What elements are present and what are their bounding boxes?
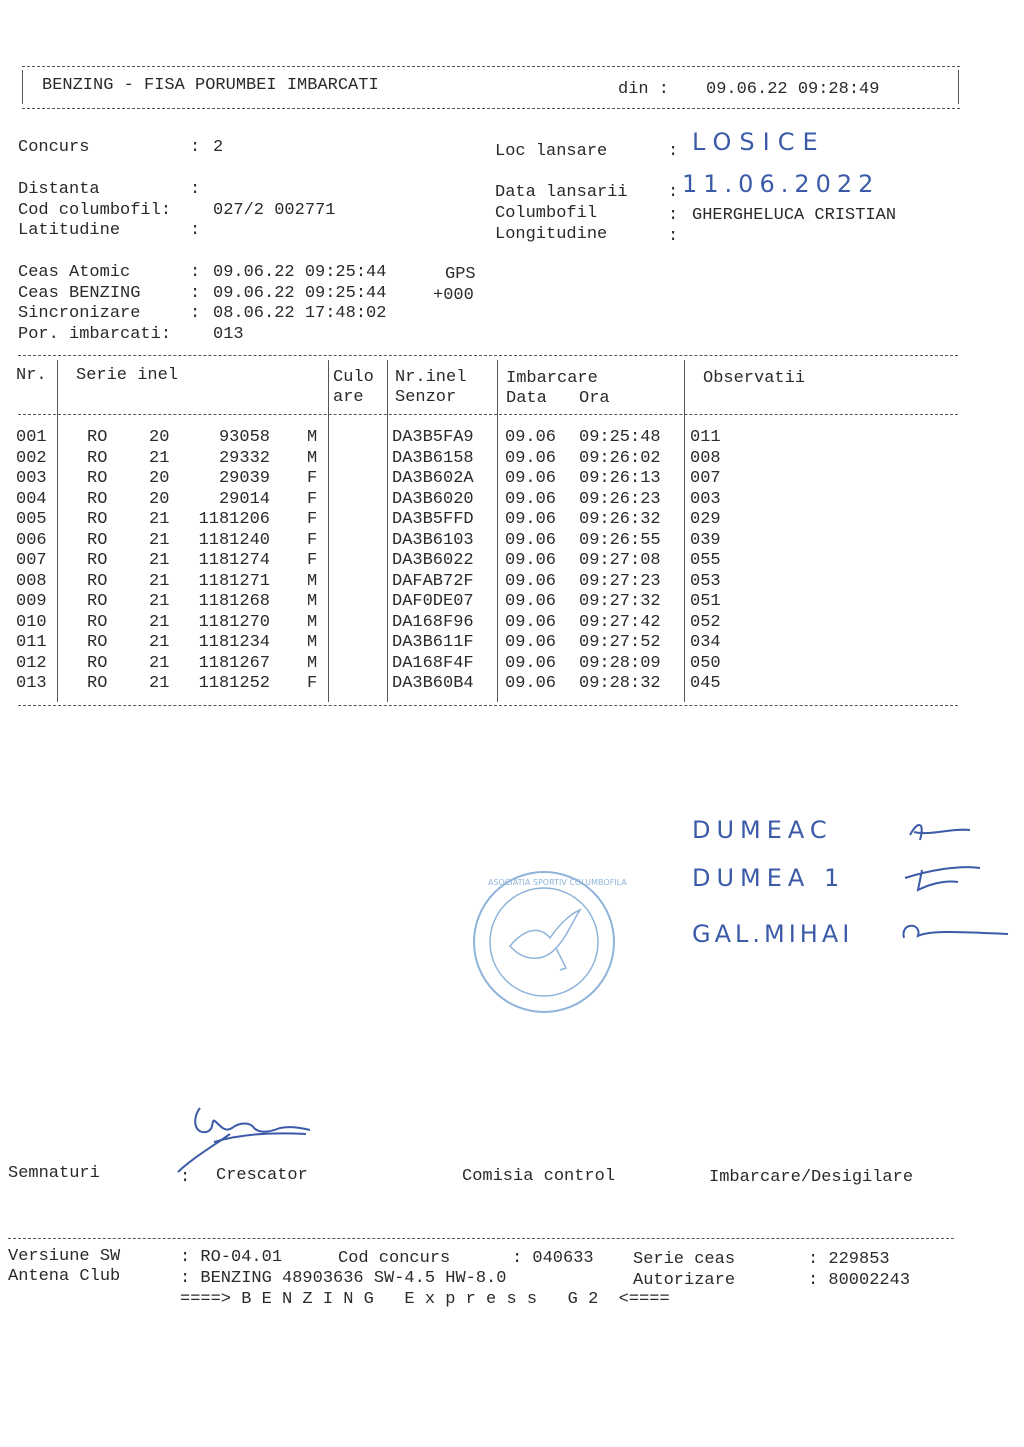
cell-sensor: DA3B611F: [392, 633, 474, 652]
table-row: [0, 674, 960, 694]
cell-sex: M: [307, 428, 318, 447]
cell-nr: 013: [16, 674, 47, 693]
cell-date: 09.06: [505, 571, 557, 591]
cell-sex: F: [307, 530, 318, 550]
cell-nr: 010: [16, 612, 47, 632]
cell-obs: 007: [690, 469, 721, 488]
header-top-border: [22, 66, 960, 67]
concurs-value: 2: [213, 138, 224, 157]
cod-concurs-label: Cod concurs: [338, 1249, 451, 1268]
cell-time: 09:26:32: [579, 510, 661, 529]
cell-sex: F: [307, 510, 318, 529]
cell-year: 21: [149, 633, 170, 652]
cell-nr: 006: [16, 530, 47, 550]
loc-lansare-sep: :: [668, 142, 679, 161]
cell-sensor: DA3B6020: [392, 489, 474, 509]
cell-obs: 008: [690, 448, 721, 468]
report-date-label: din :: [618, 80, 670, 99]
cell-sex: M: [307, 448, 318, 468]
cell-nr: 012: [16, 653, 47, 673]
cell-obs: 034: [690, 633, 721, 652]
cell-ring: 1181271: [198, 571, 270, 591]
cell-year: 21: [149, 612, 170, 632]
cell-year: 21: [149, 653, 170, 673]
cell-sensor: DA3B5FFD: [392, 510, 474, 529]
cell-nr: 004: [16, 489, 47, 509]
cell-sensor: DA3B602A: [392, 469, 474, 488]
cell-country: RO: [87, 633, 108, 652]
cell-year: 21: [149, 551, 170, 570]
cell-ring: 1181240: [198, 530, 270, 550]
header-culoare-2: are: [333, 388, 364, 407]
table-row: [0, 469, 960, 489]
header-nr-inel-2: Senzor: [395, 388, 457, 407]
crescator-label: Crescator: [216, 1166, 308, 1185]
cell-obs: 055: [690, 551, 721, 570]
cell-time: 09:27:32: [579, 592, 661, 611]
table-row: [0, 428, 960, 448]
cell-sex: M: [307, 571, 318, 591]
serie-ceas-label: Serie ceas: [633, 1250, 736, 1269]
antena-club-label: Antena Club: [8, 1267, 121, 1286]
cell-time: 09:26:23: [579, 489, 661, 509]
report-date: 09.06.22 09:28:49: [706, 80, 880, 99]
imbarcare-desigilare-label: Imbarcare/Desigilare: [709, 1168, 914, 1187]
cell-sensor: DA3B60B4: [392, 674, 474, 693]
ceas-atomic-sep: :: [190, 263, 201, 282]
cell-time: 09:27:23: [579, 571, 661, 591]
distanta-label: Distanta: [18, 180, 100, 199]
header-right-border: [958, 70, 959, 104]
cell-sensor: DA3B6022: [392, 551, 474, 570]
cell-sex: M: [307, 612, 318, 632]
cell-date: 09.06: [505, 448, 557, 468]
club-stamp: [470, 868, 627, 1016]
cell-sex: M: [307, 653, 318, 673]
versiune-sw-value: : RO-04.01: [180, 1248, 283, 1267]
cell-date: 09.06: [505, 530, 557, 550]
cell-year: 20: [149, 489, 170, 509]
cell-ring: 1181234: [198, 633, 270, 652]
table-row: [0, 592, 960, 612]
cell-sensor: DAF0DE07: [392, 592, 474, 611]
cell-obs: 039: [690, 530, 721, 550]
cell-sensor: DA3B5FA9: [392, 428, 474, 447]
cell-nr: 005: [16, 510, 47, 529]
cell-time: 09:28:32: [579, 674, 661, 693]
cell-year: 21: [149, 448, 170, 468]
cell-country: RO: [87, 428, 108, 447]
cell-date: 09.06: [505, 653, 557, 673]
cell-ring: 1181274: [198, 551, 270, 570]
cell-ring: 29039: [218, 469, 270, 488]
loc-lansare-label: Loc lansare: [495, 142, 608, 161]
cell-year: 21: [149, 530, 170, 550]
cell-country: RO: [87, 489, 108, 509]
versiune-sw-label: Versiune SW: [8, 1247, 121, 1266]
cell-year: 21: [149, 674, 170, 693]
columbofil-sep: :: [668, 206, 679, 225]
ceas-benzing-label: Ceas BENZING: [18, 284, 141, 303]
table-row: [0, 633, 960, 653]
header-bottom-border: [22, 108, 960, 109]
cell-time: 09:26:55: [579, 530, 661, 550]
report-title: BENZING - FISA PORUMBEI IMBARCATI: [42, 76, 379, 95]
cell-nr: 009: [16, 592, 47, 611]
autorizare-label: Autorizare: [633, 1271, 736, 1290]
stamp-text: ASOCIATIA SPORTIV COLUMBOFILA: [488, 878, 627, 887]
cell-date: 09.06: [505, 551, 557, 570]
cell-country: RO: [87, 469, 108, 488]
cell-time: 09:28:09: [579, 653, 661, 673]
columbofil-value: GHERGHELUCA CRISTIAN: [692, 206, 897, 225]
stamp-graphic: [470, 868, 618, 1016]
table-bottom-border: [18, 705, 958, 706]
cell-sex: F: [307, 551, 318, 570]
cell-country: RO: [87, 674, 108, 693]
cell-date: 09.06: [505, 469, 557, 488]
cell-year: 21: [149, 510, 170, 529]
cell-ring: 1181270: [198, 612, 270, 632]
cell-ring: 1181206: [198, 510, 270, 529]
cell-date: 09.06: [505, 489, 557, 509]
data-lansarii-sep: :: [668, 183, 679, 202]
table-row: [0, 551, 960, 571]
cell-obs: 003: [690, 489, 721, 509]
cell-nr: 002: [16, 448, 47, 468]
cell-ring: 1181268: [198, 592, 270, 611]
cell-time: 09:27:52: [579, 633, 661, 652]
handwritten-name-1: DUMEAC: [692, 816, 833, 844]
header-data: Data: [506, 389, 547, 408]
cell-obs: 045: [690, 674, 721, 693]
ceas-benzing-extra: +000: [433, 286, 474, 305]
cell-obs: 052: [690, 612, 721, 632]
cell-ring: 29332: [218, 448, 270, 468]
cell-sensor: DAFAB72F: [392, 571, 474, 591]
cell-year: 21: [149, 571, 170, 591]
cell-nr: 003: [16, 469, 47, 488]
cell-ring: 93058: [218, 428, 270, 447]
semnaturi-label: Semnaturi: [8, 1164, 100, 1183]
cell-sensor: DA168F96: [392, 612, 474, 632]
cell-year: 20: [149, 428, 170, 447]
cell-nr: 001: [16, 428, 47, 447]
header-serie-inel: Serie inel: [76, 366, 179, 385]
cell-country: RO: [87, 592, 108, 611]
handwritten-initials: [900, 810, 1010, 960]
cell-sex: F: [307, 469, 318, 488]
table-row: [0, 490, 960, 510]
autorizare-value: : 80002243: [808, 1271, 911, 1290]
data-lansarii-value: 11.06.2022: [682, 170, 880, 198]
cell-ring: 1181252: [198, 674, 270, 693]
cell-obs: 011: [690, 428, 721, 447]
header-culoare-1: Culo: [333, 368, 374, 387]
header-observatii: Observatii: [703, 369, 806, 388]
cell-sex: M: [307, 633, 318, 652]
cell-country: RO: [87, 612, 108, 632]
cell-country: RO: [87, 571, 108, 591]
header-nr: Nr.: [16, 366, 47, 385]
cell-date: 09.06: [505, 428, 557, 447]
cell-obs: 050: [690, 653, 721, 673]
cell-date: 09.06: [505, 592, 557, 611]
cell-obs: 053: [690, 571, 721, 591]
por-imbarcati-value: 013: [213, 325, 244, 344]
cell-nr: 011: [16, 633, 47, 652]
table-header-border: [18, 414, 958, 415]
cell-country: RO: [87, 448, 108, 468]
cell-ring: 29014: [218, 489, 270, 509]
header-nr-inel-1: Nr.inel: [395, 368, 467, 387]
cell-sex: F: [307, 489, 318, 509]
cell-country: RO: [87, 530, 108, 550]
cell-time: 09:27:08: [579, 551, 661, 570]
handwritten-name-2: DUMEA 1: [692, 864, 846, 892]
table-row: [0, 531, 960, 551]
cell-date: 09.06: [505, 612, 557, 632]
distanta-sep: :: [190, 180, 201, 199]
cod-columbofil-label: Cod columbofil:: [18, 201, 172, 220]
ceas-benzing-sep: :: [190, 284, 201, 303]
semnaturi-sep: :: [180, 1168, 191, 1187]
header-imbarcare: Imbarcare: [506, 369, 598, 388]
antena-club-value: : BENZING 48903636 SW-4.5 HW-8.0: [180, 1269, 507, 1288]
ceas-benzing-value: 09.06.22 09:25:44: [213, 284, 387, 303]
cell-date: 09.06: [505, 633, 557, 652]
cell-sensor: DA3B6158: [392, 448, 474, 468]
ceas-atomic-value: 09.06.22 09:25:44: [213, 263, 387, 282]
cell-sensor: DA168F4F: [392, 653, 474, 673]
footer-top-border: [8, 1238, 954, 1239]
serie-ceas-value: : 229853: [808, 1250, 890, 1269]
cell-date: 09.06: [505, 674, 557, 693]
cell-sensor: DA3B6103: [392, 530, 474, 550]
table-row: [0, 449, 960, 469]
latitudine-sep: :: [190, 221, 201, 240]
cod-columbofil-value: 027/2 002771: [213, 201, 336, 220]
cell-sex: M: [307, 592, 318, 611]
cell-obs: 051: [690, 592, 721, 611]
cell-obs: 029: [690, 510, 721, 529]
table-row: [0, 613, 960, 633]
cell-country: RO: [87, 510, 108, 529]
sincronizare-value: 08.06.22 17:48:02: [213, 304, 387, 323]
benzing-banner: ====> B E N Z I N G E x p r e s s G 2 <====: [180, 1290, 670, 1309]
data-lansarii-label: Data lansarii: [495, 183, 628, 202]
cell-country: RO: [87, 653, 108, 673]
cell-time: 09:26:02: [579, 448, 661, 468]
columbofil-label: Columbofil: [495, 204, 598, 223]
cell-ring: 1181267: [198, 653, 270, 673]
cell-date: 09.06: [505, 510, 557, 529]
loc-lansare-value: LOSICE: [692, 128, 826, 156]
sincronizare-sep: :: [190, 304, 201, 323]
cod-concurs-value: : 040633: [512, 1249, 594, 1268]
cell-time: 09:25:48: [579, 428, 661, 447]
ceas-atomic-label: Ceas Atomic: [18, 263, 131, 282]
table-top-border: [18, 355, 958, 356]
cell-year: 20: [149, 469, 170, 488]
cell-year: 21: [149, 592, 170, 611]
table-row: [0, 572, 960, 592]
table-row: [0, 510, 960, 530]
latitudine-label: Latitudine: [18, 221, 121, 240]
comisia-control-label: Comisia control: [462, 1167, 616, 1186]
cell-nr: 007: [16, 551, 47, 570]
concurs-sep: :: [190, 138, 201, 157]
cell-nr: 008: [16, 571, 47, 591]
sincronizare-label: Sincronizare: [18, 304, 141, 323]
concurs-label: Concurs: [18, 138, 90, 157]
ceas-atomic-extra: GPS: [445, 265, 476, 284]
handwritten-name-3: GAL.MIHAI: [692, 920, 854, 948]
header-ora: Ora: [579, 389, 610, 408]
cell-time: 09:26:13: [579, 469, 661, 488]
header-left-border: [22, 70, 23, 104]
cell-time: 09:27:42: [579, 612, 661, 632]
longitudine-sep: :: [668, 227, 679, 246]
cell-country: RO: [87, 551, 108, 570]
longitudine-label: Longitudine: [495, 225, 608, 244]
cell-sex: F: [307, 674, 318, 693]
por-imbarcati-label: Por. imbarcati:: [18, 325, 172, 344]
table-row: [0, 654, 960, 674]
